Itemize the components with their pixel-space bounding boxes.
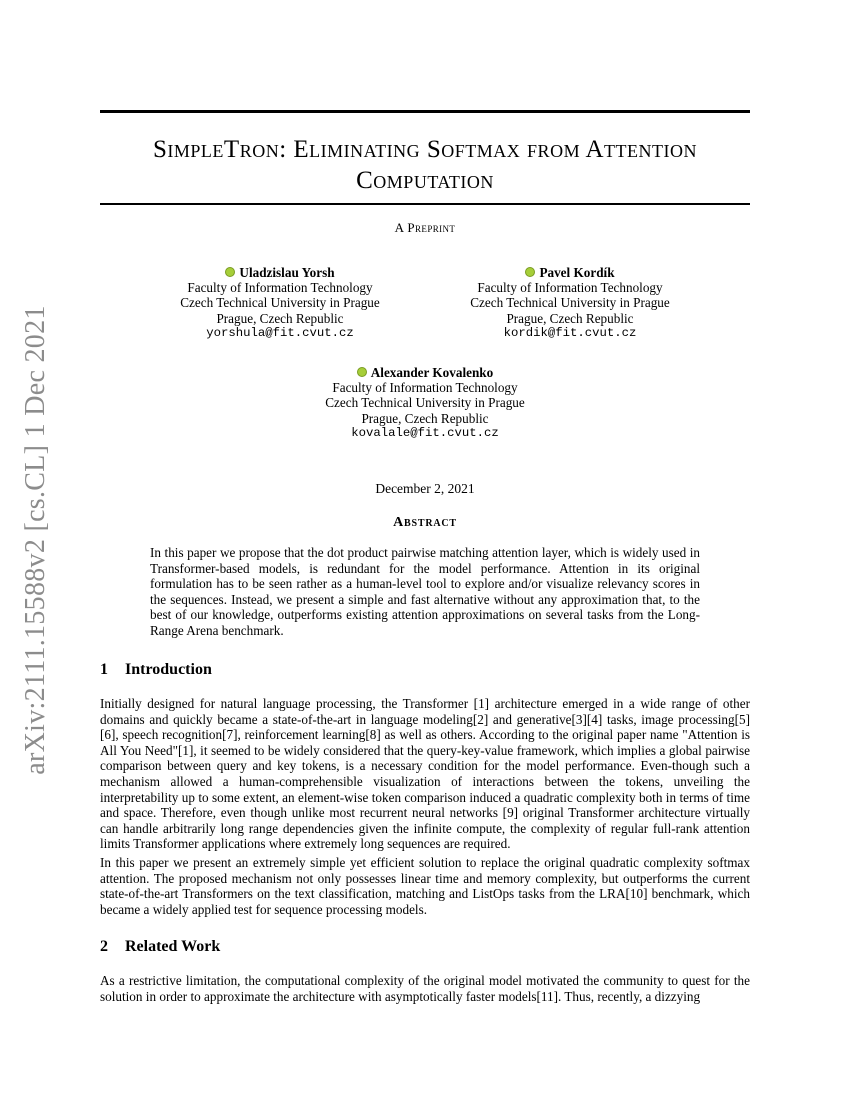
author-block-2 [445,265,695,341]
title-line-1: SimpleTron: Eliminating Softmax from Attention [153,136,697,163]
arxiv-stamp: arXiv:2111.15588v2 [cs.CL] 1 Dec 2021 [20,305,51,775]
author-university: Czech Technical University in Prague [325,395,525,411]
intro-paragraph-1: Initially designed for natural language processing, the Transformer [1] architecture emerged in a wide range of other domains and quickly became a state-of-the-art in language modeling[2] and generative[3][4] tasks, image processing[5][6], speech recognition[7], reinforcement learning[8] as well as others. According to the original paper name "Attention is All You Need"[1], it seemed to be widely considered that the query-key-value framework, which implies a global pairwise comparison between query and key tokens, is a necessary condition for the model performance. Even-though such a mechanism allowed a human-comprehensible visualization of interactions between the tokens, unveiling the interpretability up to some extent, an element-wise token comparison induced a quadratic complexity both in terms of time and space. Therefore, even though unlike most recurrent neural networks [9] original Transformer architecture virtually can handle arbitrarily long range dependencies given the infinite compute, the complexity of regular full-rank attention limits Transformer applications where extremely long sequences are required. [100,696,750,852]
section-title: Related Work [125,938,221,955]
section-heading-introduction [100,661,212,679]
title-line-2: Computation [356,167,494,194]
author-name: Pavel Kordík [539,265,615,280]
author-location: Prague, Czech Republic [361,410,489,426]
author-university: Czech Technical University in Prague [470,295,670,311]
title-rule-bottom [100,203,750,205]
orcid-icon[interactable] [525,267,535,277]
author-affiliation: Faculty of Information Technology [477,280,663,296]
paper-date: December 2, 2021 [375,481,475,496]
abstract-heading: Abstract [393,515,457,530]
author-email[interactable]: yorshula@fit.cvut.cz [206,325,354,340]
author-university: Czech Technical University in Prague [180,295,380,311]
author-email[interactable]: kovalale@fit.cvut.cz [351,425,499,440]
section-number: 1 [100,661,108,678]
section-title: Introduction [125,661,212,678]
abstract-body: In this paper we propose that the dot product pairwise matching attention layer, which is widely used in Transformer-based models, is redundant for the model performance. Attention in its original formulation has to be seen rather as a human-level tool to explore and/or visualize relevancy scores in the sequences. Instead, we present a simple and fast alternative without any approximation that, to the best of our knowledge, outperforms existing attention approximations on several tasks from the Long-Range Arena benchmark. [150,545,700,638]
preprint-label: A Preprint [394,220,456,235]
orcid-icon[interactable] [357,367,367,377]
author-affiliation: Faculty of Information Technology [187,280,373,296]
related-paragraph-1: As a restrictive limitation, the computational complexity of the original model motivated the community to quest for the solution in order to approximate the architecture with asymptotically faster models[11]. Thus, recently, a dizzying [100,973,750,1004]
author-email[interactable]: kordik@fit.cvut.cz [503,325,637,340]
title-rule-top [100,110,750,113]
author-location: Prague, Czech Republic [216,310,344,326]
author-block-1 [155,265,405,341]
intro-paragraph-2: In this paper we present an extremely simple yet efficient solution to replace the original quadratic complexity softmax attention. The proposed mechanism not only possesses linear time and memory complexity, but outperforms the current state-of-the-art Transformers on the text classification, matching and ListOps tasks from the LRA[10] benchmark, which became a widely applied test for sequence processing models. [100,855,750,917]
author-block-3 [300,365,550,441]
orcid-icon[interactable] [225,267,235,277]
author-location: Prague, Czech Republic [506,310,634,326]
author-affiliation: Faculty of Information Technology [332,380,518,396]
author-name: Uladzislau Yorsh [239,265,335,280]
paper-title [100,134,750,196]
section-heading-related-work [100,938,220,956]
section-number: 2 [100,938,108,955]
author-name: Alexander Kovalenko [370,365,494,380]
